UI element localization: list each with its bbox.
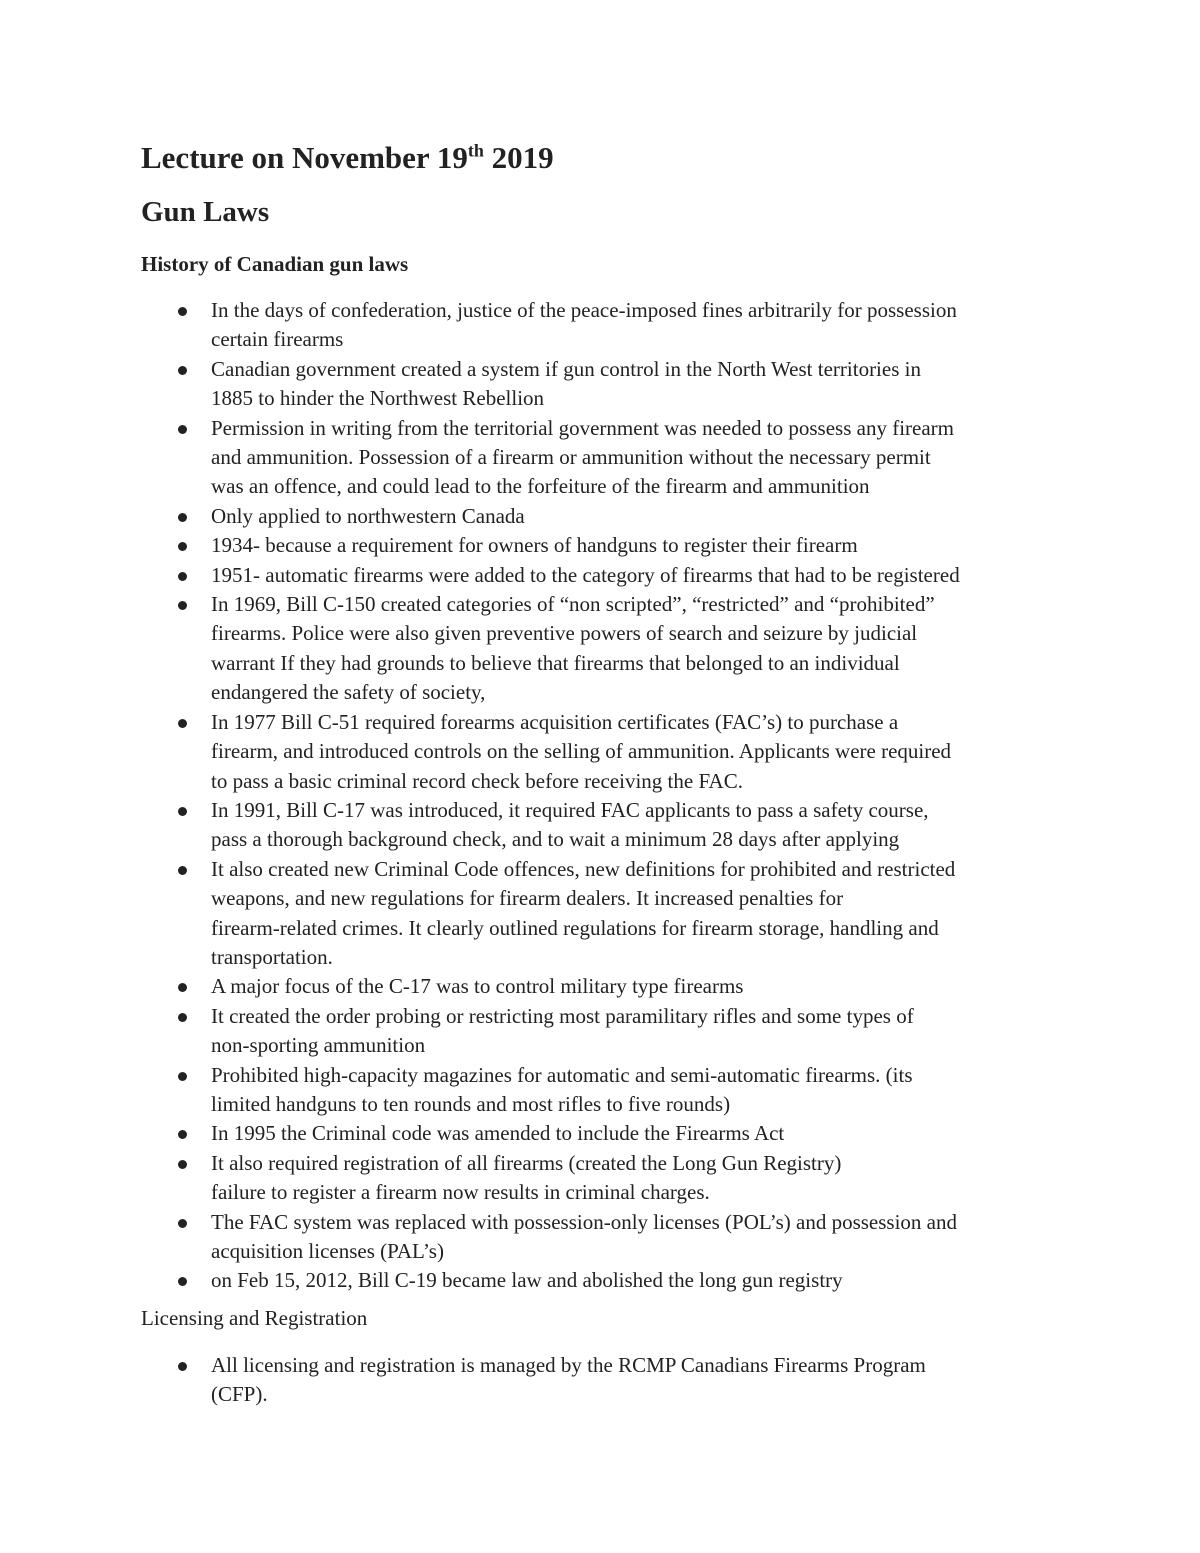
list-item-line: non-sporting ammunition (211, 1033, 426, 1058)
bullet-icon (178, 1277, 187, 1286)
list-item-line: 1934- because a requirement for owners of handguns to register their firearm (211, 533, 858, 558)
list-item-line: Only applied to northwestern Canada (211, 503, 525, 528)
bullet-icon (178, 866, 187, 875)
list-item (0, 1002, 1200, 1061)
list-item-line: acquisition licenses (PAL’s) (211, 1239, 444, 1263)
list-item-line: The FAC system was replaced with possession-only licenses (POL’s) and possession and (211, 1209, 958, 1234)
list-item (0, 1119, 1200, 1148)
list-item-line: It also required registration of all firearms (created the Long Gun Registry) (211, 1150, 842, 1175)
list-item-line: Canadian government created a system if gun control in the North West territories in (211, 356, 921, 381)
list-item-line: In 1977 Bill C-51 required forearms acquisition certificates (FAC’s) to purchase a (211, 709, 899, 734)
list-item (0, 531, 1200, 560)
list-item-line: firearms. Police were also given preventive powers of search and seizure by judicial (211, 621, 918, 646)
list-item-line: transportation. (211, 944, 333, 969)
list-item (0, 1208, 1200, 1267)
list-item-line: (CFP). (211, 1382, 268, 1407)
bullet-icon (178, 1130, 187, 1139)
bullet-icon (178, 1160, 187, 1169)
list-item-line: In the days of confederation, justice of the peace-imposed fines arbitrarily for possession (211, 298, 957, 322)
section-heading-licensing: Licensing and Registration (141, 1306, 368, 1330)
list-item (0, 1266, 1200, 1295)
list-item-line: All licensing and registration is managed by the RCMP Canadians Firearms Program (211, 1353, 926, 1377)
list-item (0, 296, 1200, 355)
title-superscript: th (467, 140, 484, 161)
list-item (0, 796, 1200, 855)
list-item (0, 590, 1200, 708)
list-item-line: Permission in writing from the territorial government was needed to possess any firearm (211, 415, 954, 440)
list-item (0, 355, 1200, 414)
list-item-line: It created the order probing or restricting most paramilitary rifles and some types of (211, 1003, 914, 1028)
bullet-icon (178, 513, 187, 522)
main-heading: Gun Laws (141, 196, 270, 228)
list-item-line: limited handguns to ten rounds and most rifles to five rounds) (211, 1091, 731, 1116)
list-item-line: weapons, and new regulations for firearm dealers. It increased penalties for (211, 886, 844, 911)
bullet-icon (178, 366, 187, 375)
list-item-line: It also created new Criminal Code offences, new definitions for prohibited and restricted (211, 856, 956, 881)
list-item (0, 502, 1200, 531)
list-item-line: Prohibited high-capacity magazines for automatic and semi-automatic firearms. (its (211, 1062, 913, 1087)
list-item-line: was an offence, and could lead to the forfeiture of the firearm and ammunition (211, 474, 870, 499)
section-heading-history: History of Canadian gun laws (141, 252, 409, 276)
list-item (0, 1061, 1200, 1120)
list-item (0, 708, 1200, 796)
bullet-icon (178, 1013, 187, 1022)
list-item-line: firearm, and introduced controls on the selling of ammunition. Applicants were required (211, 739, 952, 764)
bullet-icon (178, 601, 187, 610)
list-item (0, 855, 1200, 973)
bullet-icon (178, 1219, 187, 1228)
bullet-icon (178, 542, 187, 551)
list-item-line: In 1969, Bill C-150 created categories of “non scripted”, “restricted” and “prohibited” (211, 592, 935, 617)
history-bullet-list (0, 296, 1200, 1296)
list-item-line: In 1991, Bill C-17 was introduced, it required FAC applicants to pass a safety course, (211, 797, 929, 822)
list-item-line: failure to register a firearm now results in criminal charges. (211, 1180, 710, 1205)
list-item (0, 972, 1200, 1001)
bullet-icon (178, 1072, 187, 1081)
list-item-line: 1885 to hinder the Northwest Rebellion (211, 386, 545, 411)
list-item-line: firearm-related crimes. It clearly outlined regulations for firearm storage, handling and (211, 915, 939, 940)
list-item-line: and ammunition. Possession of a firearm or ammunition without the necessary permit (211, 445, 931, 470)
list-item-line: 1951- automatic firearms were added to the category of firearms that had to be registered (211, 562, 960, 587)
bullet-icon (178, 719, 187, 728)
list-item (0, 1351, 1200, 1410)
bullet-icon (178, 307, 187, 316)
list-item-line: In 1995 the Criminal code was amended to include the Firearms Act (211, 1121, 785, 1146)
bullet-icon (178, 425, 187, 434)
list-item-line: A major focus of the C-17 was to control military type firearms (211, 974, 744, 999)
licensing-bullet-list (0, 1351, 1200, 1410)
list-item (0, 414, 1200, 502)
bullet-icon (178, 807, 187, 816)
list-item-line: certain firearms (211, 327, 344, 352)
title-year: 2019 (483, 140, 554, 175)
list-item-line: warrant If they had grounds to believe that firearms that belonged to an individual (211, 650, 900, 675)
title-text: Lecture on November 19 (141, 140, 468, 175)
list-item (0, 1149, 1200, 1208)
list-item-line: endangered the safety of society, (211, 680, 486, 705)
list-item (0, 561, 1200, 590)
list-item-line: to pass a basic criminal record check before receiving the FAC. (211, 768, 743, 793)
bullet-icon (178, 983, 187, 992)
list-item-line: on Feb 15, 2012, Bill C-19 became law and abolished the long gun registry (211, 1268, 843, 1293)
bullet-icon (178, 1362, 187, 1371)
bullet-icon (178, 572, 187, 581)
list-item-line: pass a thorough background check, and to wait a minimum 28 days after applying (211, 827, 900, 852)
document-title (141, 140, 554, 176)
